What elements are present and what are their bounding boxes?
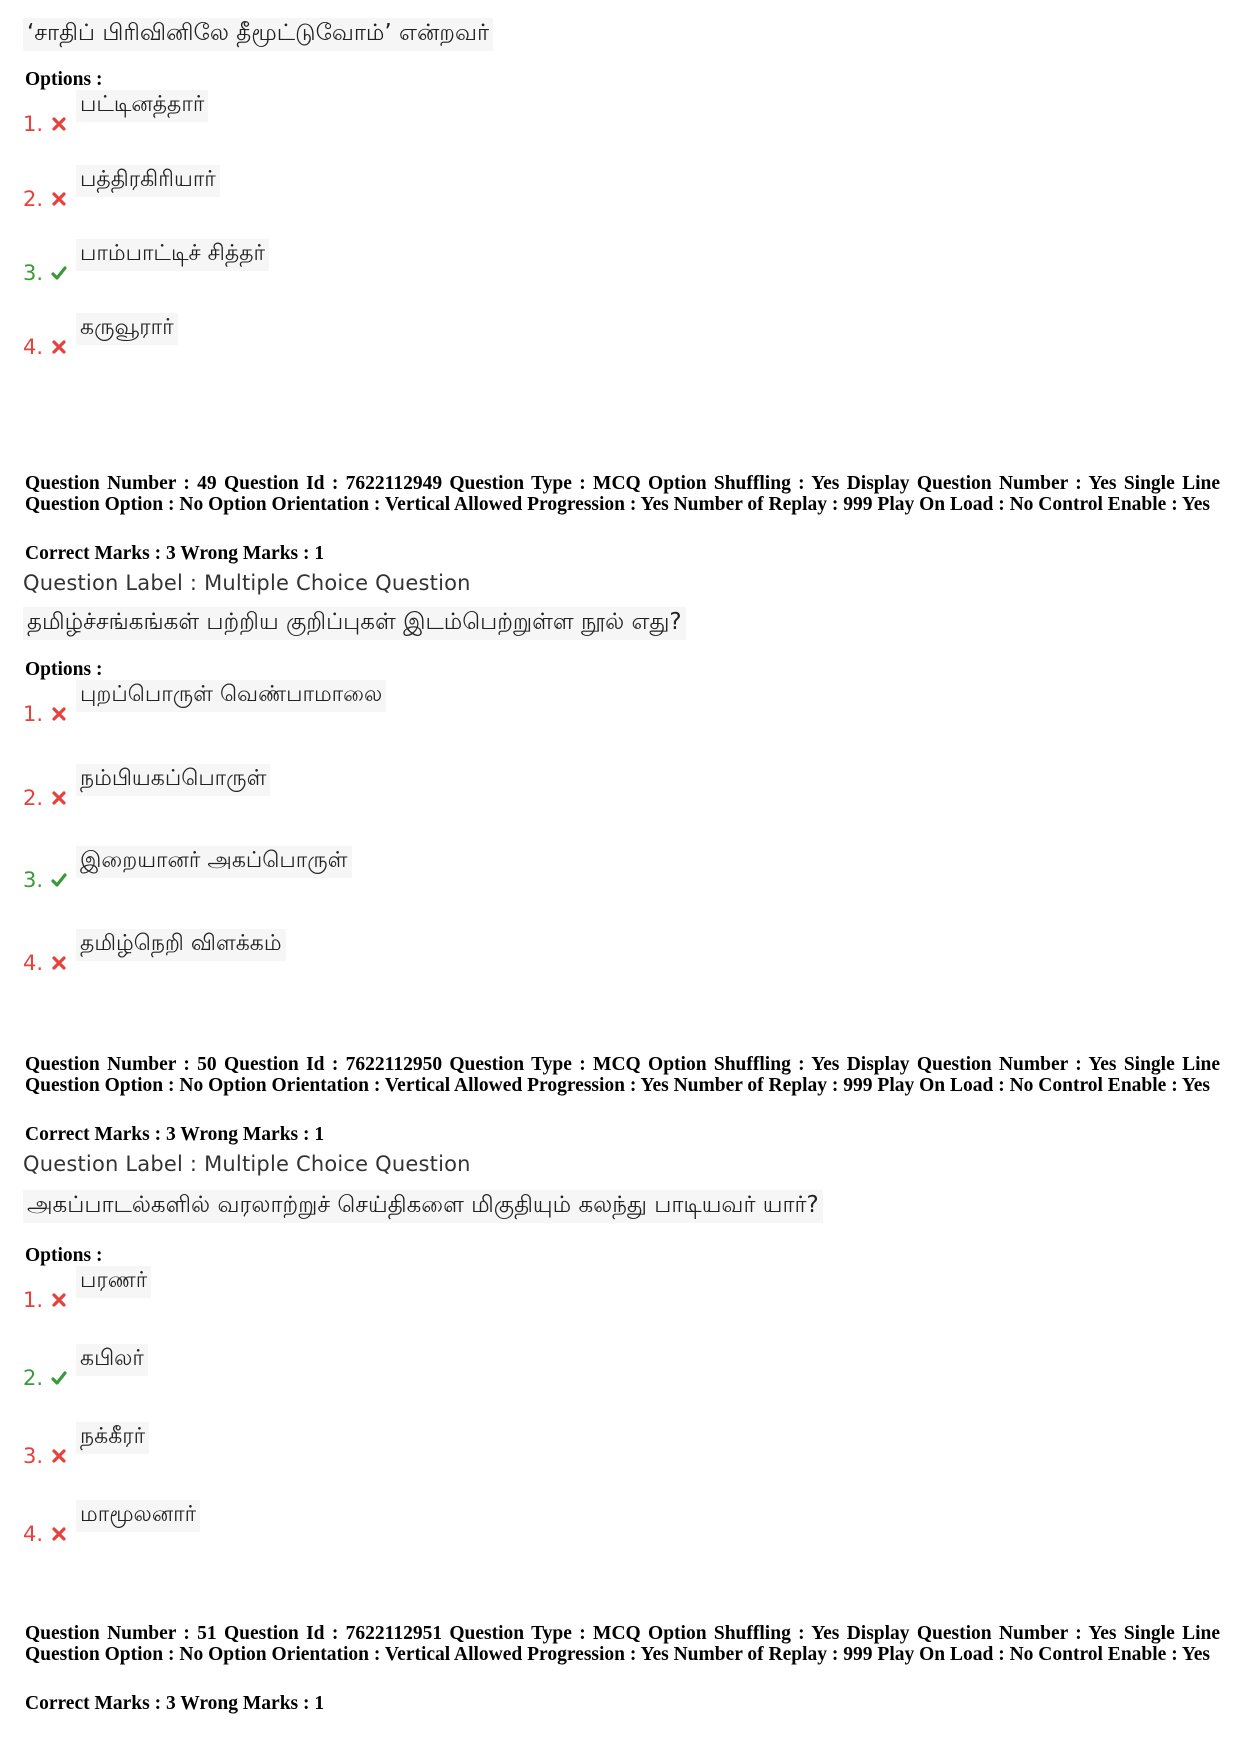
option-text: இறையானர் அகப்பொருள் bbox=[76, 846, 352, 878]
question-meta: Question Number : 49 Question Id : 7622112949 Question Type : MCQ Option Shuffling : Yes Display Question Number : Yes Single Line Question Option : No Option Orientation : Vertical Allowed Progression : Yes Number of Replay : 999 Play On Load : No Control Enable : Yes bbox=[25, 473, 1220, 515]
option-text: தமிழ்நெறி விளக்கம் bbox=[76, 929, 286, 961]
question-label: Question Label : Multiple Choice Question bbox=[23, 571, 471, 595]
question-text: தமிழ்ச்சங்கங்கள் பற்றிய குறிப்புகள் இடம்பெற்றுள்ள நூல் எது? bbox=[23, 607, 686, 640]
cross-icon bbox=[51, 955, 67, 971]
option-text: நம்பியகப்பொருள் bbox=[76, 764, 270, 796]
cross-icon bbox=[51, 1448, 67, 1464]
option-number: 4. bbox=[23, 951, 44, 975]
check-icon bbox=[51, 1370, 67, 1386]
question-meta: Question Number : 50 Question Id : 7622112950 Question Type : MCQ Option Shuffling : Yes Display Question Number : Yes Single Line Question Option : No Option Orientation : Vertical Allowed Progression : Yes Number of Replay : 999 Play On Load : No Control Enable : Yes bbox=[25, 1054, 1220, 1096]
option-text: பட்டினத்தார் bbox=[76, 90, 208, 122]
question-text: ‘சாதிப் பிரிவினிலே தீமூட்டுவோம்’ என்றவர் bbox=[23, 18, 493, 51]
check-icon bbox=[51, 872, 67, 888]
option-text: நக்கீரர் bbox=[76, 1422, 149, 1454]
marks-info: Correct Marks : 3 Wrong Marks : 1 bbox=[25, 1124, 325, 1145]
option-number: 4. bbox=[23, 335, 44, 359]
option-number: 2. bbox=[23, 187, 44, 211]
option-number: 2. bbox=[23, 786, 44, 810]
option-text: கபிலர் bbox=[76, 1344, 148, 1376]
question-text: அகப்பாடல்களில் வரலாற்றுச் செய்திகளை மிகுதியும் கலந்து பாடியவர் யார்? bbox=[23, 1190, 823, 1223]
option-number: 1. bbox=[23, 112, 44, 136]
cross-icon bbox=[51, 116, 67, 132]
question-meta: Question Number : 51 Question Id : 7622112951 Question Type : MCQ Option Shuffling : Yes Display Question Number : Yes Single Line Question Option : No Option Orientation : Vertical Allowed Progression : Yes Number of Replay : 999 Play On Load : No Control Enable : Yes bbox=[25, 1623, 1220, 1665]
option-text: பத்திரகிரியார் bbox=[76, 165, 220, 197]
cross-icon bbox=[51, 191, 67, 207]
option-text: புறப்பொருள் வெண்பாமாலை bbox=[76, 680, 386, 712]
cross-icon bbox=[51, 339, 67, 355]
question-label: Question Label : Multiple Choice Question bbox=[23, 1152, 471, 1176]
option-number: 1. bbox=[23, 1288, 44, 1312]
option-number: 3. bbox=[23, 868, 44, 892]
cross-icon bbox=[51, 706, 67, 722]
option-text: கருவூரார் bbox=[76, 313, 178, 345]
option-text: பாம்பாட்டிச் சித்தர் bbox=[76, 239, 269, 271]
options-heading: Options : bbox=[25, 69, 103, 90]
option-number: 4. bbox=[23, 1522, 44, 1546]
marks-info: Correct Marks : 3 Wrong Marks : 1 bbox=[25, 1693, 325, 1714]
cross-icon bbox=[51, 1292, 67, 1308]
cross-icon bbox=[51, 1526, 67, 1542]
options-heading: Options : bbox=[25, 1245, 103, 1266]
marks-info: Correct Marks : 3 Wrong Marks : 1 bbox=[25, 543, 325, 564]
option-number: 1. bbox=[23, 702, 44, 726]
option-number: 2. bbox=[23, 1366, 44, 1390]
option-text: பரணர் bbox=[76, 1266, 151, 1298]
options-heading: Options : bbox=[25, 659, 103, 680]
option-number: 3. bbox=[23, 261, 44, 285]
option-number: 3. bbox=[23, 1444, 44, 1468]
check-icon bbox=[51, 265, 67, 281]
option-text: மாமூலனார் bbox=[76, 1500, 200, 1532]
cross-icon bbox=[51, 790, 67, 806]
